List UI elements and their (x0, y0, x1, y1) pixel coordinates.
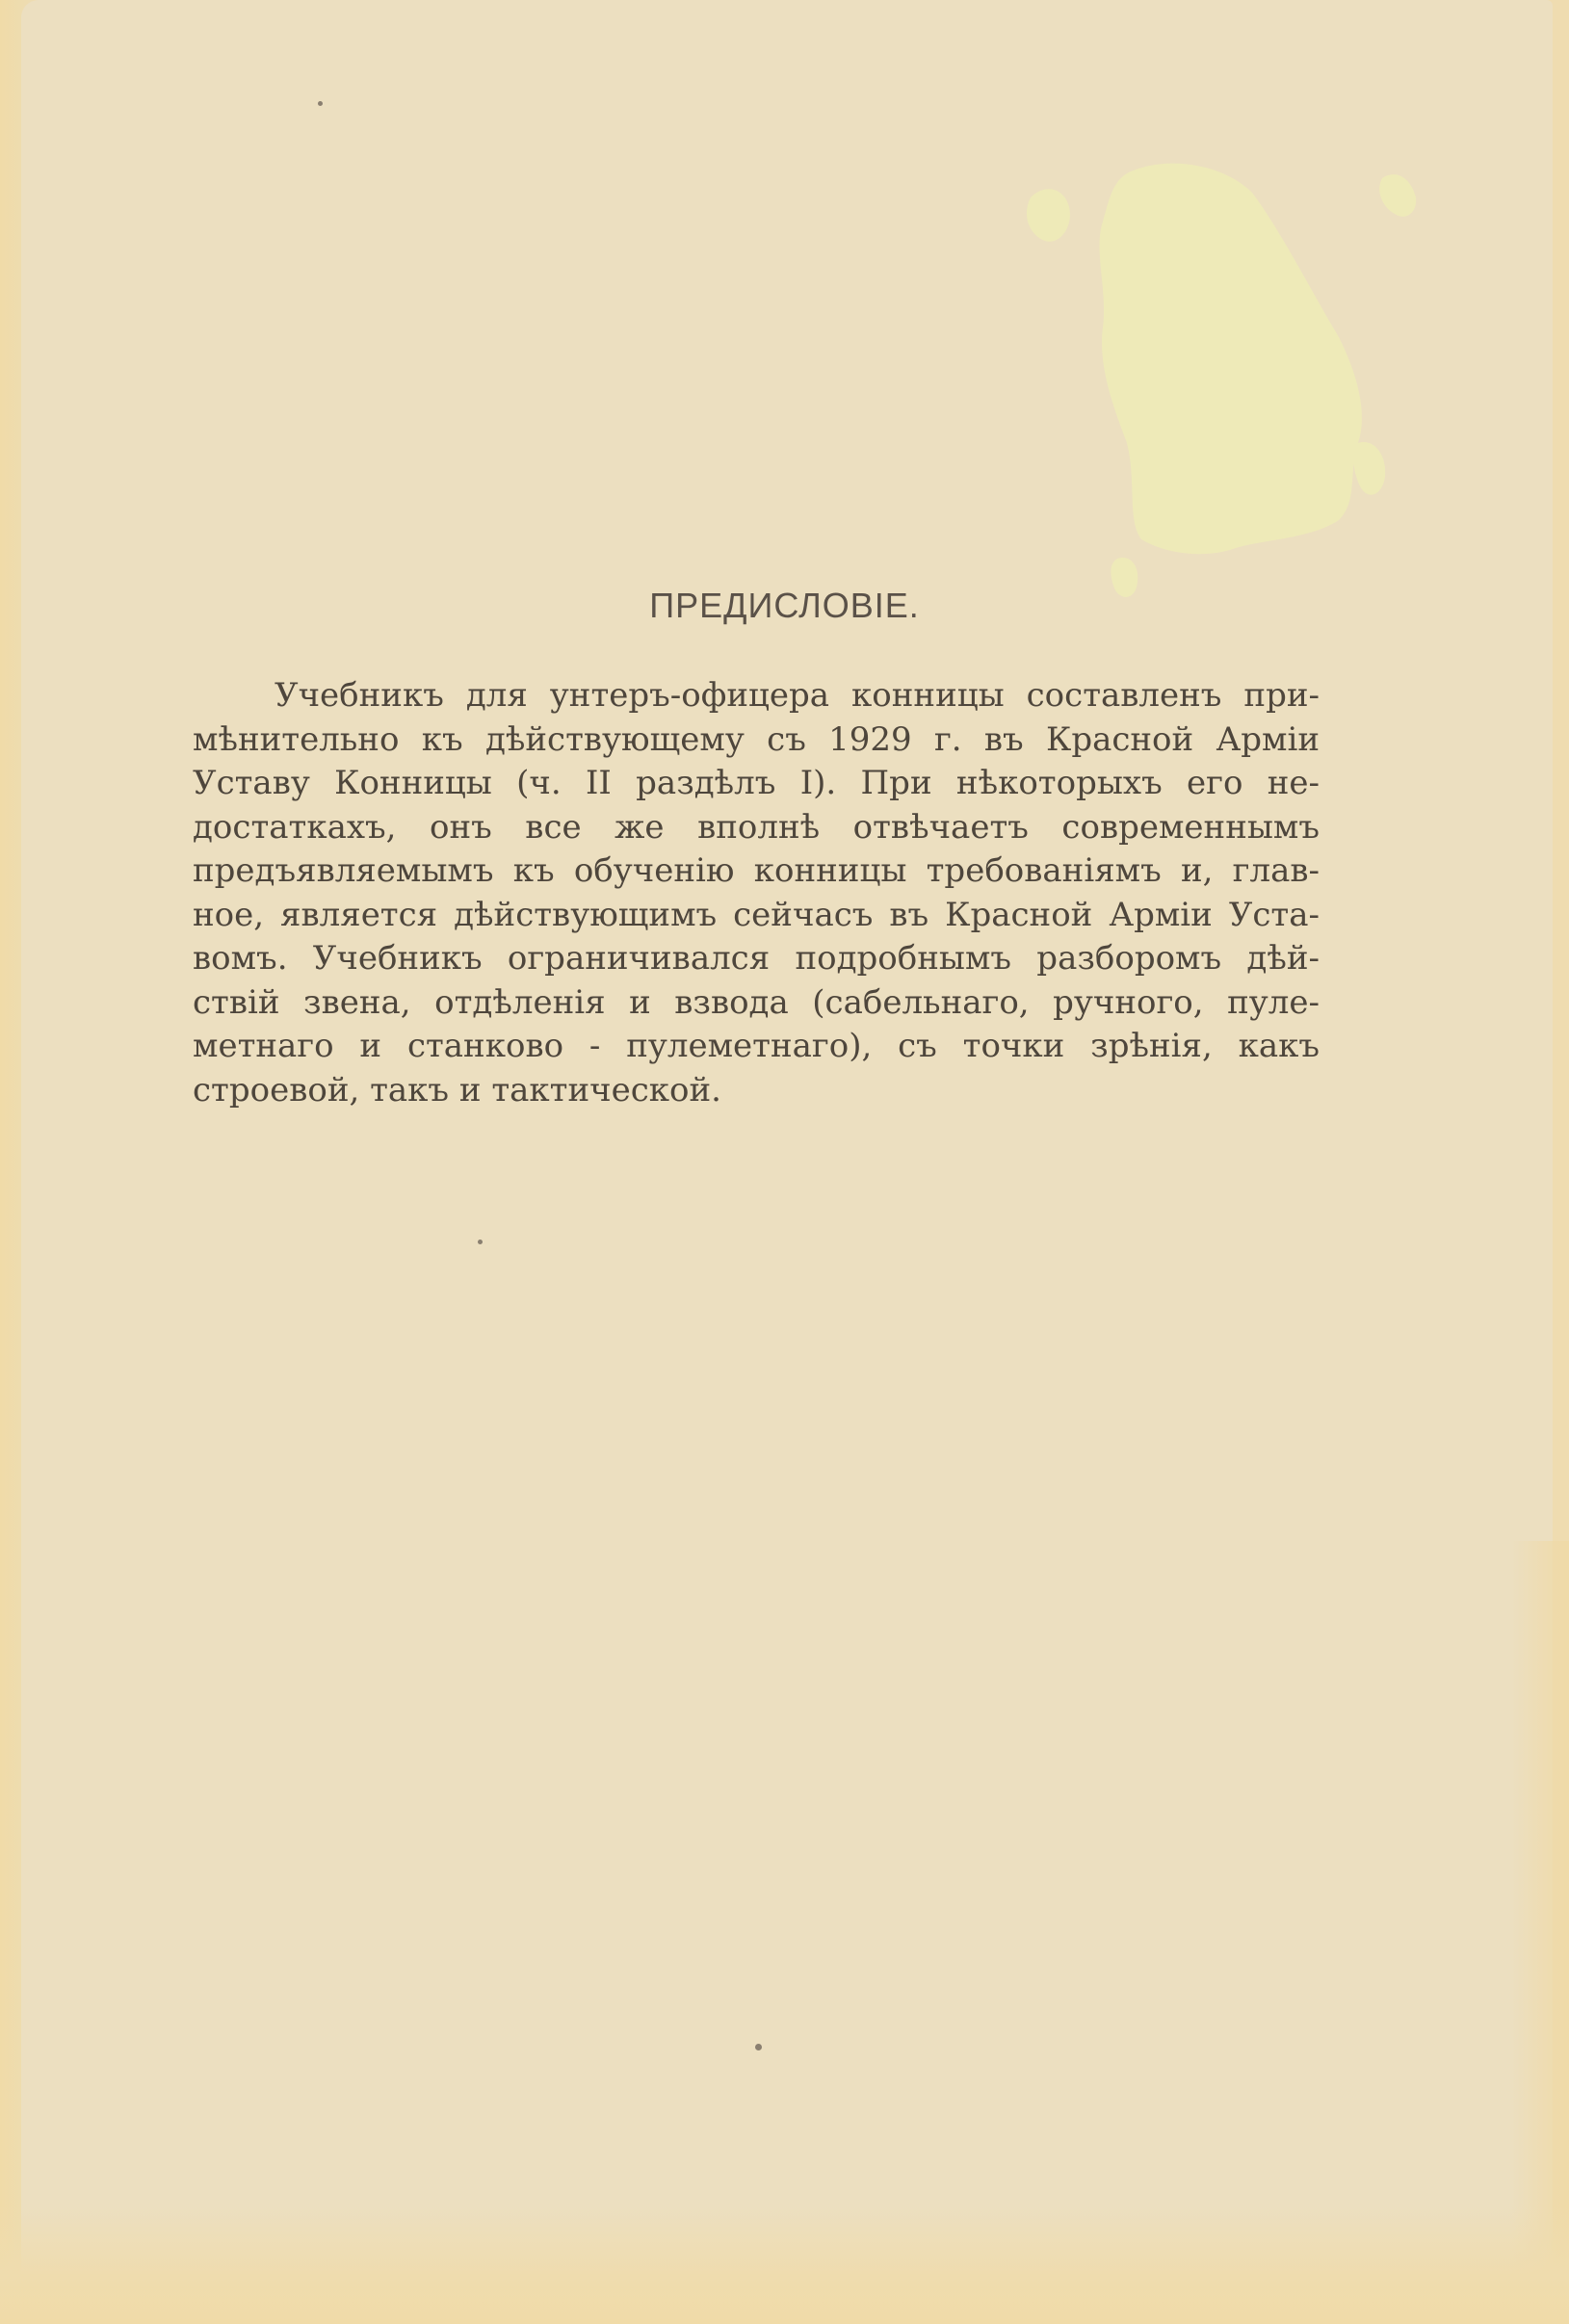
text-line: строевой, такъ и тактической. (193, 1070, 721, 1110)
ink-speck (755, 2044, 762, 2050)
text-line: достаткахъ, онъ все же вполнѣ отвѣчаетъ современнымъ (193, 807, 1320, 847)
text-line: предъявляемымъ къ обученію конницы требованіямъ и, глав- (193, 851, 1320, 890)
text-line: Уставу Конницы (ч. II раздѣлъ I). При нѣкоторыхъ его не- (193, 764, 1320, 802)
text-line: ное, является дѣйствующимъ сейчасъ въ Красной Арміи Уста- (193, 895, 1320, 934)
ink-speck (478, 1240, 483, 1244)
ink-speck (318, 101, 323, 106)
page-heading: ПРЕДИСЛОВІЕ. (649, 586, 920, 625)
page-edge-bottom (0, 2206, 1569, 2324)
text-line: метнаго и станково - пулеметнаго), съ точки зрѣнія, какъ (193, 1027, 1320, 1065)
text-line: мѣнительно къ дѣйствующему съ 1929 г. въ Красной Арміи (193, 719, 1320, 759)
paper-stain (1021, 154, 1425, 616)
text-line: вомъ. Учебникъ ограничивался подробнымъ разборомъ дѣй- (193, 939, 1320, 978)
preface-paragraph (193, 674, 1320, 1112)
text-line: Учебникъ для унтеръ-офицера конницы составленъ при- (275, 676, 1320, 715)
text-line: ствій звена, отдѣленія и взвода (сабельнаго, ручного, пуле- (193, 982, 1320, 1022)
